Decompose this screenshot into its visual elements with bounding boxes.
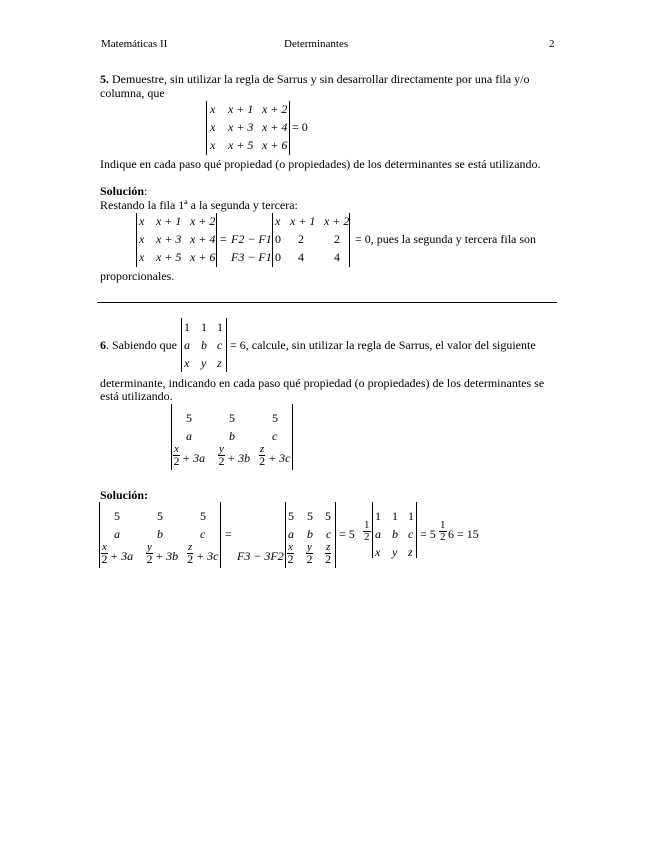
det-bar-right [216, 213, 217, 267]
equals-five-b: = 5 [420, 527, 436, 541]
fraction [146, 542, 153, 565]
numerator: x [174, 443, 179, 455]
cell: a [288, 527, 294, 541]
cell: x + 4 [190, 232, 216, 246]
ex6-solution-label: Solución: [100, 488, 149, 502]
ex6-intro-text: . Sabiendo que [106, 338, 177, 352]
one-half [363, 520, 371, 543]
ex6-statement-line2: determinante, indicando en cada paso qué propiedad (o propiedades) de los determinantes se [100, 376, 545, 390]
cell: x [139, 214, 145, 228]
det-bar-right [220, 502, 221, 568]
ex5-solution-intro: Restando la fila 1ª a la segunda y tercera: [100, 198, 298, 212]
ex5-indicate: Indique en cada paso qué propiedad (o propiedades) de los determinantes se está utilizando. [100, 157, 541, 171]
numerator: 1 [364, 519, 370, 531]
det-bar-left [372, 502, 373, 558]
cell: c [217, 338, 223, 352]
cell: x [139, 250, 145, 264]
page-number: 2 [549, 38, 555, 50]
cell: x + 1 [228, 102, 254, 116]
det-bar-left [285, 502, 286, 568]
numerator: x [102, 541, 107, 553]
section-divider [97, 302, 557, 303]
cell: 5 [200, 509, 206, 523]
ex6-intro [100, 338, 177, 352]
numerator: y [219, 443, 224, 455]
det-bar-right [226, 318, 227, 372]
cell: c [408, 527, 414, 541]
cell: 1 [201, 320, 207, 334]
cell: a [184, 338, 190, 352]
fraction [173, 444, 180, 467]
ex5-statement-line1 [100, 72, 530, 86]
cell: x [184, 356, 190, 370]
cell: 5 [307, 509, 313, 523]
det-bar-left [272, 213, 273, 267]
cell: 1 [184, 320, 190, 334]
ex6-intro-cont: = 6, calcule, sin utilizar la regla de Sarrus, el valor del siguiente [230, 338, 536, 352]
cell: x + 6 [262, 138, 288, 152]
cell: 5 [229, 411, 235, 425]
denominator: 2 [306, 552, 313, 566]
cell: 0 [275, 250, 281, 264]
det-bar-right [289, 101, 290, 155]
cell: 5 [114, 509, 120, 523]
cell: x + 5 [156, 250, 182, 264]
fraction [101, 542, 108, 565]
cell: x [139, 232, 145, 246]
ex5-conclusion-end: proporcionales. [100, 269, 175, 283]
det-bar-left [99, 502, 100, 568]
cell: c [272, 429, 278, 443]
cell: b [229, 429, 235, 443]
cell: 5 [325, 509, 331, 523]
cell: x + 3 [228, 120, 254, 134]
numerator: z [188, 541, 193, 553]
numerator: 1 [440, 519, 446, 531]
cell: b [157, 527, 163, 541]
cell: z [217, 356, 222, 370]
cell: x + 3 [156, 232, 182, 246]
cell: 1 [392, 509, 398, 523]
cell: a [375, 527, 381, 541]
cell: + 3c [196, 549, 219, 563]
cell: c [326, 527, 332, 541]
denominator: 2 [146, 552, 153, 566]
row-op: F3 − 3F2 [237, 549, 284, 563]
numerator: y [307, 541, 312, 553]
cell: x [210, 138, 216, 152]
cell: x [210, 102, 216, 116]
cell: x + 1 [290, 214, 316, 228]
cell: 4 [334, 250, 340, 264]
cell: 1 [375, 509, 381, 523]
cell: b [392, 527, 398, 541]
det-bar-left [136, 213, 137, 267]
denominator: 2 [259, 454, 266, 468]
ex5-conclusion: = 0, pues la segunda y tercera fila son [355, 232, 537, 246]
cell: x [210, 120, 216, 134]
denominator: 2 [325, 552, 332, 566]
cell: 5 [186, 411, 192, 425]
one-half [439, 520, 447, 543]
cell: c [200, 527, 206, 541]
cell: b [201, 338, 207, 352]
cell: + 3a [182, 451, 206, 465]
denominator: 2 [364, 531, 370, 543]
cell: 5 [157, 509, 163, 523]
equals-sign: = [225, 527, 232, 541]
cell: 1 [217, 320, 223, 334]
fraction [287, 542, 294, 565]
row-op-f2: F2 − F1 [231, 232, 272, 246]
numerator: y [147, 541, 152, 553]
numerator: x [288, 541, 293, 553]
det-bar-left [181, 318, 182, 372]
cell: y [392, 545, 398, 559]
cell: x + 2 [324, 214, 350, 228]
cell: a [114, 527, 120, 541]
fraction [187, 542, 193, 565]
cell: 5 [272, 411, 278, 425]
denominator: 2 [218, 454, 225, 468]
fraction [306, 542, 313, 565]
cell: y [201, 356, 207, 370]
denominator: 2 [173, 454, 180, 468]
equals-sign: = [220, 232, 227, 246]
cell: x [275, 214, 281, 228]
cell: a [186, 429, 192, 443]
equals-five: = 5 [339, 527, 355, 541]
cell: x + 1 [156, 214, 182, 228]
cell: 2 [334, 232, 340, 246]
row-op-f3: F3 − F1 [231, 250, 272, 264]
solution-word: Solución [100, 184, 145, 198]
cell: 1 [408, 509, 414, 523]
denominator: 2 [440, 531, 446, 543]
header-subject: Matemáticas II [101, 38, 168, 50]
cell: x + 2 [262, 102, 288, 116]
solution-colon: : [144, 184, 148, 198]
equals-zero: = 0 [292, 120, 308, 134]
fraction [218, 444, 225, 467]
ex5-text: Demuestre, sin utilizar la regla de Sarrus y sin desarrollar directamente por una fila y/o [112, 72, 530, 86]
det-bar-right [292, 404, 293, 470]
cell: z [408, 545, 413, 559]
numerator: z [260, 443, 265, 455]
result: 6 = 15 [448, 527, 479, 541]
fraction [325, 542, 331, 565]
det-bar-right [335, 502, 336, 568]
fraction [259, 444, 265, 467]
cell: + 3c [268, 451, 291, 465]
cell: 5 [288, 509, 294, 523]
denominator: 2 [287, 552, 294, 566]
cell: 2 [298, 232, 304, 246]
numerator: z [326, 541, 331, 553]
ex5-solution-label [100, 184, 147, 198]
cell: 4 [298, 250, 304, 264]
header-topic: Determinantes [284, 38, 349, 50]
det-bar-left [206, 101, 207, 155]
det-bar-left [171, 404, 172, 470]
cell: + 3a [110, 549, 134, 563]
denominator: 2 [187, 552, 194, 566]
cell: x + 4 [262, 120, 288, 134]
cell: x + 6 [190, 250, 216, 264]
cell: 0 [275, 232, 281, 246]
cell: x + 2 [190, 214, 216, 228]
cell: + 3b [227, 451, 251, 465]
ex6-number: 6 [100, 338, 106, 352]
ex5-number: 5. [100, 72, 109, 86]
cell: + 3b [155, 549, 179, 563]
denominator: 2 [101, 552, 108, 566]
cell: b [307, 527, 313, 541]
cell: x + 5 [228, 138, 254, 152]
ex5-statement-line2: columna, que [100, 86, 165, 100]
cell: x [375, 545, 381, 559]
det-bar-right [416, 502, 417, 558]
ex6-statement-line3: está utilizando. [100, 389, 173, 403]
